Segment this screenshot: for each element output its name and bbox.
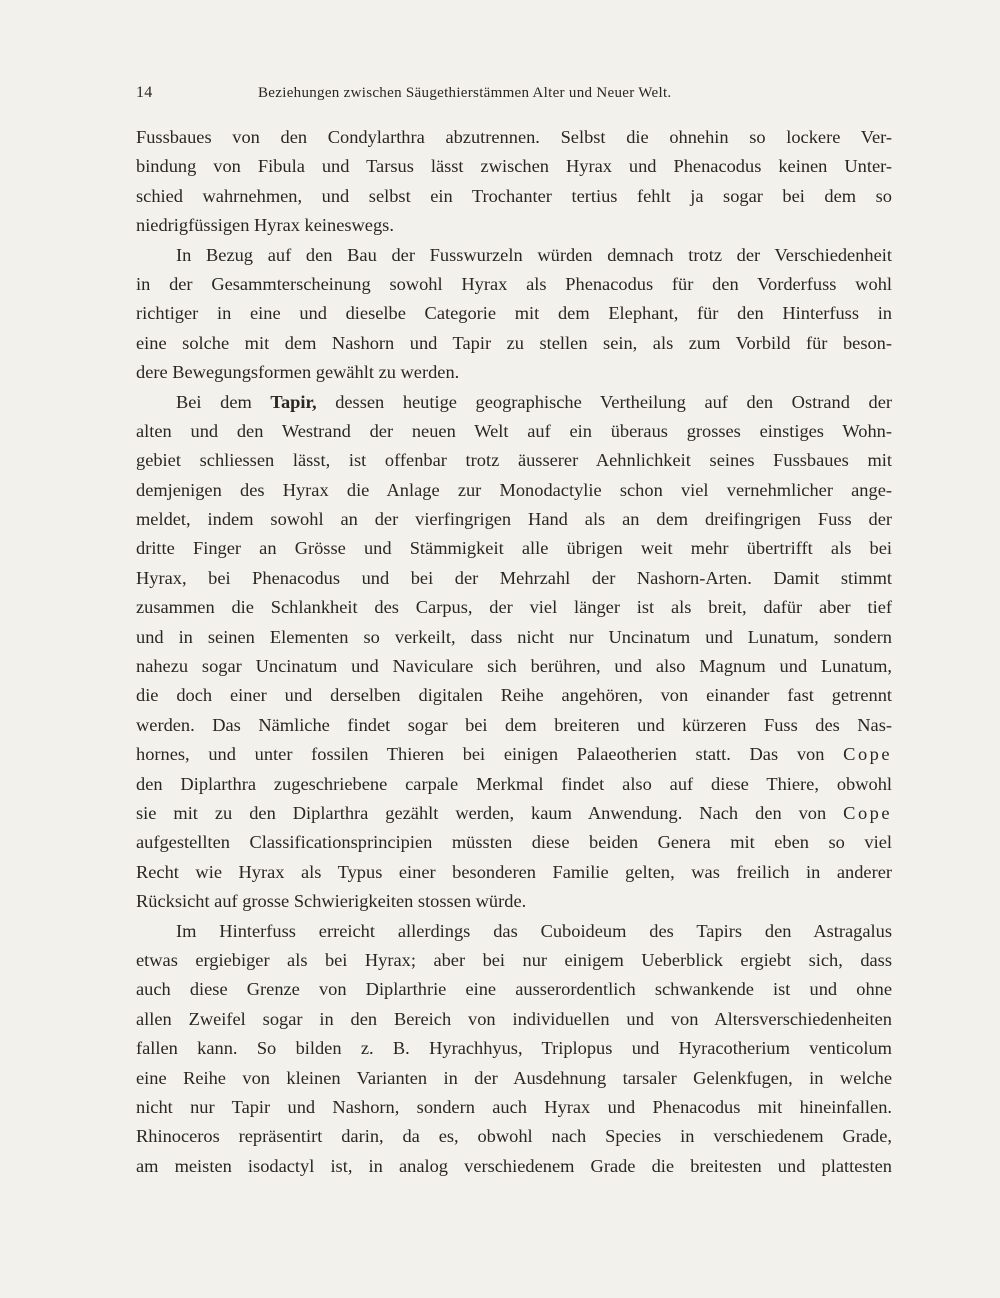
text-line: aufgestellten Classificationsprincipien müssten diese beiden Genera mit eben so viel — [136, 832, 892, 853]
text-line: Rhinoceros repräsentirt darin, da es, obwohl nach Species in verschiedenem Grade, — [136, 1126, 892, 1147]
text-line: in der Gesammterscheinung sowohl Hyrax als Phenacodus für den Vorderfuss wohl — [136, 273, 892, 294]
text-line: zusammen die Schlankheit des Carpus, der viel länger ist als breit, dafür aber tief — [136, 597, 892, 618]
page-number: 14 — [136, 84, 153, 101]
text-line: alten und den Westrand der neuen Welt auf ein überaus grosses einstiges Wohn- — [136, 420, 892, 441]
text-line: Fussbaues von den Condylarthra abzutrennen. Selbst die ohnehin so lockere Ver- — [136, 127, 892, 147]
text-line: dritte Finger an Grösse und Stämmigkeit alle übrigen weit mehr übertrifft als bei — [136, 538, 892, 559]
text-line: Hyrax, bei Phenacodus und bei der Mehrzahl der Nashorn-Arten. Damit stimmt — [136, 567, 892, 588]
text-line: nahezu sogar Uncinatum und Naviculare sich berühren, und also Magnum und Lunatum, — [136, 656, 892, 677]
paragraph — [136, 388, 892, 917]
text-line: In Bezug auf den Bau der Fusswurzeln würden demnach trotz der Verschiedenheit — [176, 244, 892, 265]
text-line: sie mit zu den Diplarthra gezählt werden, kaum Anwendung. Nach den von Cope — [136, 802, 892, 823]
text-line: eine solche mit dem Nashorn und Tapir zu stellen sein, als zum Vorbild für beson- — [136, 332, 892, 353]
paragraph — [136, 123, 892, 241]
text-line: die doch einer und derselben digitalen Reihe angehören, von einander fast getrennt — [136, 685, 892, 706]
text-line: niedrigfüssigen Hyrax keineswegs. — [136, 215, 394, 236]
text-line: richtiger in eine und dieselbe Categorie mit dem Elephant, für den Hinterfuss in — [136, 303, 892, 324]
text-line: den Diplarthra zugeschriebene carpale Merkmal findet also auf diese Thiere, obwohl — [136, 773, 892, 794]
text-line: werden. Das Nämliche findet sogar bei dem breiteren und kürzeren Fuss des Nas- — [136, 714, 892, 735]
text-line: Rücksicht auf grosse Schwierigkeiten stossen würde. — [136, 891, 527, 912]
text-line: demjenigen des Hyrax die Anlage zur Monodactylie schon viel vernehmlicher ange- — [136, 479, 892, 500]
text-line: allen Zweifel sogar in den Bereich von individuellen und von Altersverschiedenheiten — [136, 1008, 892, 1029]
page-header — [136, 84, 892, 108]
text-line: und in seinen Elementen so verkeilt, dass nicht nur Uncinatum und Lunatum, sondern — [136, 626, 892, 647]
text-line: etwas ergiebiger als bei Hyrax; aber bei nur einigem Ueberblick ergiebt sich, dass — [136, 949, 892, 970]
paragraph — [136, 917, 892, 1182]
text-line: fallen kann. So bilden z. B. Hyrachhyus, Triplopus und Hyracotherium venticolum — [136, 1038, 892, 1059]
text-line: eine Reihe von kleinen Varianten in der Ausdehnung tarsaler Gelenkfugen, in welche — [136, 1067, 892, 1088]
body-text — [136, 123, 892, 1181]
text-line: gebiet schliessen lässt, ist offenbar trotz äusserer Aehnlichkeit seines Fussbaues mit — [136, 450, 892, 471]
text-line: schied wahrnehmen, und selbst ein Trochanter tertius fehlt ja sogar bei dem so — [136, 185, 892, 206]
text-line: dere Bewegungsformen gewählt zu werden. — [136, 362, 460, 383]
text-line: hornes, und unter fossilen Thieren bei einigen Palaeotherien statt. Das von Cope — [136, 744, 892, 765]
text-line: am meisten isodactyl ist, in analog verschiedenem Grade die breitesten und plattesten — [136, 1155, 892, 1176]
text-line: nicht nur Tapir und Nashorn, sondern auch Hyrax und Phenacodus mit hineinfallen. — [136, 1096, 892, 1117]
text-line: Im Hinterfuss erreicht allerdings das Cuboideum des Tapirs den Astragalus — [176, 920, 892, 941]
text-line: meldet, indem sowohl an der vierfingrigen Hand als an dem dreifingrigen Fuss der — [136, 509, 892, 530]
text-line: bindung von Fibula und Tarsus lässt zwischen Hyrax und Phenacodus keinen Unter- — [136, 156, 892, 177]
running-title: Beziehungen zwischen Säugethierstämmen Alter und Neuer Welt. — [258, 85, 672, 101]
text-line: Bei dem Tapir, dessen heutige geographische Vertheilung auf den Ostrand der — [176, 391, 892, 412]
text-line: auch diese Grenze von Diplarthrie eine ausserordentlich schwankende ist und ohne — [136, 979, 892, 1000]
paragraph — [136, 241, 892, 388]
text-line: Recht wie Hyrax als Typus einer besonderen Familie gelten, was freilich in anderer — [136, 861, 892, 882]
